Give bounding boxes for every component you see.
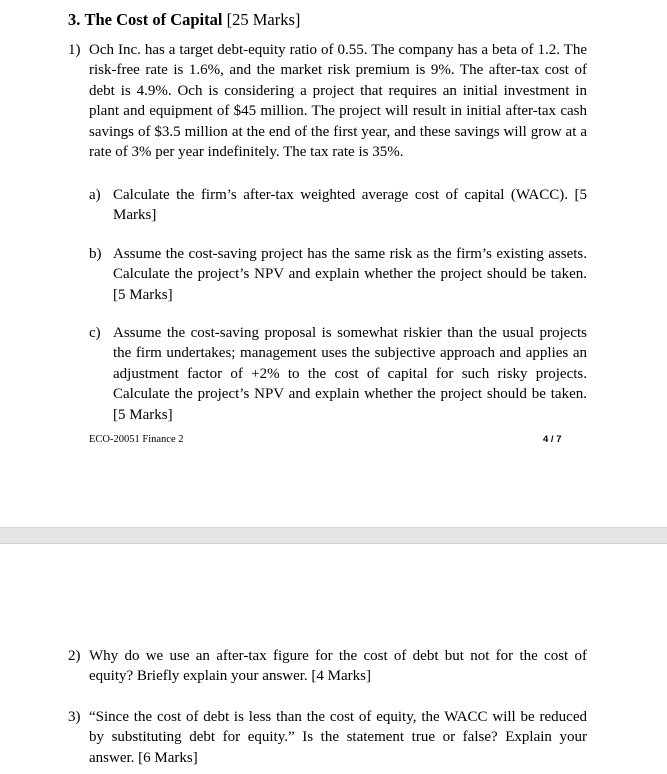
section-number: 3. bbox=[68, 10, 81, 29]
page-separator bbox=[0, 527, 667, 544]
subquestion-text: Assume the cost-saving project has the same risk as the firm’s existing assets. Calculate the project’s NPV and explain whether the project should be taken. [5 Marks] bbox=[113, 246, 587, 303]
question-3 bbox=[68, 707, 587, 768]
section-marks: [25 Marks] bbox=[226, 10, 301, 29]
subquestion-text: Assume the cost-saving proposal is somewhat riskier than the usual projects the firm undertakes; management uses the subjective approach and applies an adjustment factor of +2% to the cost of capital for such risky projects. Calculate the project’s NPV and explain whether the project should be taken. [5 Marks] bbox=[113, 325, 587, 423]
subquestion-c bbox=[89, 323, 587, 425]
question-1 bbox=[68, 40, 587, 162]
question-text: Och Inc. has a target debt-equity ratio of 0.55. The company has a beta of 1.2. The risk-free rate is 1.6%, and the market risk premium is 9%. The after-tax cost of debt is 4.9%. Och is considering a project that requires an initial investment in plant and equipment of $45 million. The project will result in initial after-tax cash savings of $3.5 million at the end of the first year, and these savings will grow at a rate of 3% per year indefinitely. The tax rate is 35%. bbox=[89, 42, 587, 161]
subquestion-a bbox=[89, 185, 587, 226]
section-title: The Cost of Capital bbox=[84, 10, 223, 29]
question-number: 1) bbox=[68, 42, 81, 58]
question-text: Why do we use an after-tax figure for the cost of debt but not for the cost of equity? Briefly explain your answer. [4 Marks] bbox=[89, 648, 587, 685]
section-heading bbox=[68, 10, 300, 30]
question-number: 2) bbox=[68, 648, 81, 664]
question-number: 3) bbox=[68, 709, 81, 725]
subquestion-label: b) bbox=[89, 246, 102, 262]
question-2 bbox=[68, 646, 587, 687]
page-footer-course: ECO-20051 Finance 2 bbox=[89, 434, 184, 445]
subquestion-b bbox=[89, 244, 587, 305]
subquestion-label: a) bbox=[89, 187, 101, 203]
page-number: 4 / 7 bbox=[543, 434, 562, 445]
subquestion-label: c) bbox=[89, 325, 101, 341]
document-page-5 bbox=[0, 544, 667, 774]
question-text: “Since the cost of debt is less than the cost of equity, the WACC will be reduced by substituting debt for equity.” Is the statement true or false? Explain your answer. [6 Marks] bbox=[89, 709, 587, 766]
subquestion-text: Calculate the firm’s after-tax weighted average cost of capital (WACC). [5 Marks] bbox=[113, 187, 587, 224]
